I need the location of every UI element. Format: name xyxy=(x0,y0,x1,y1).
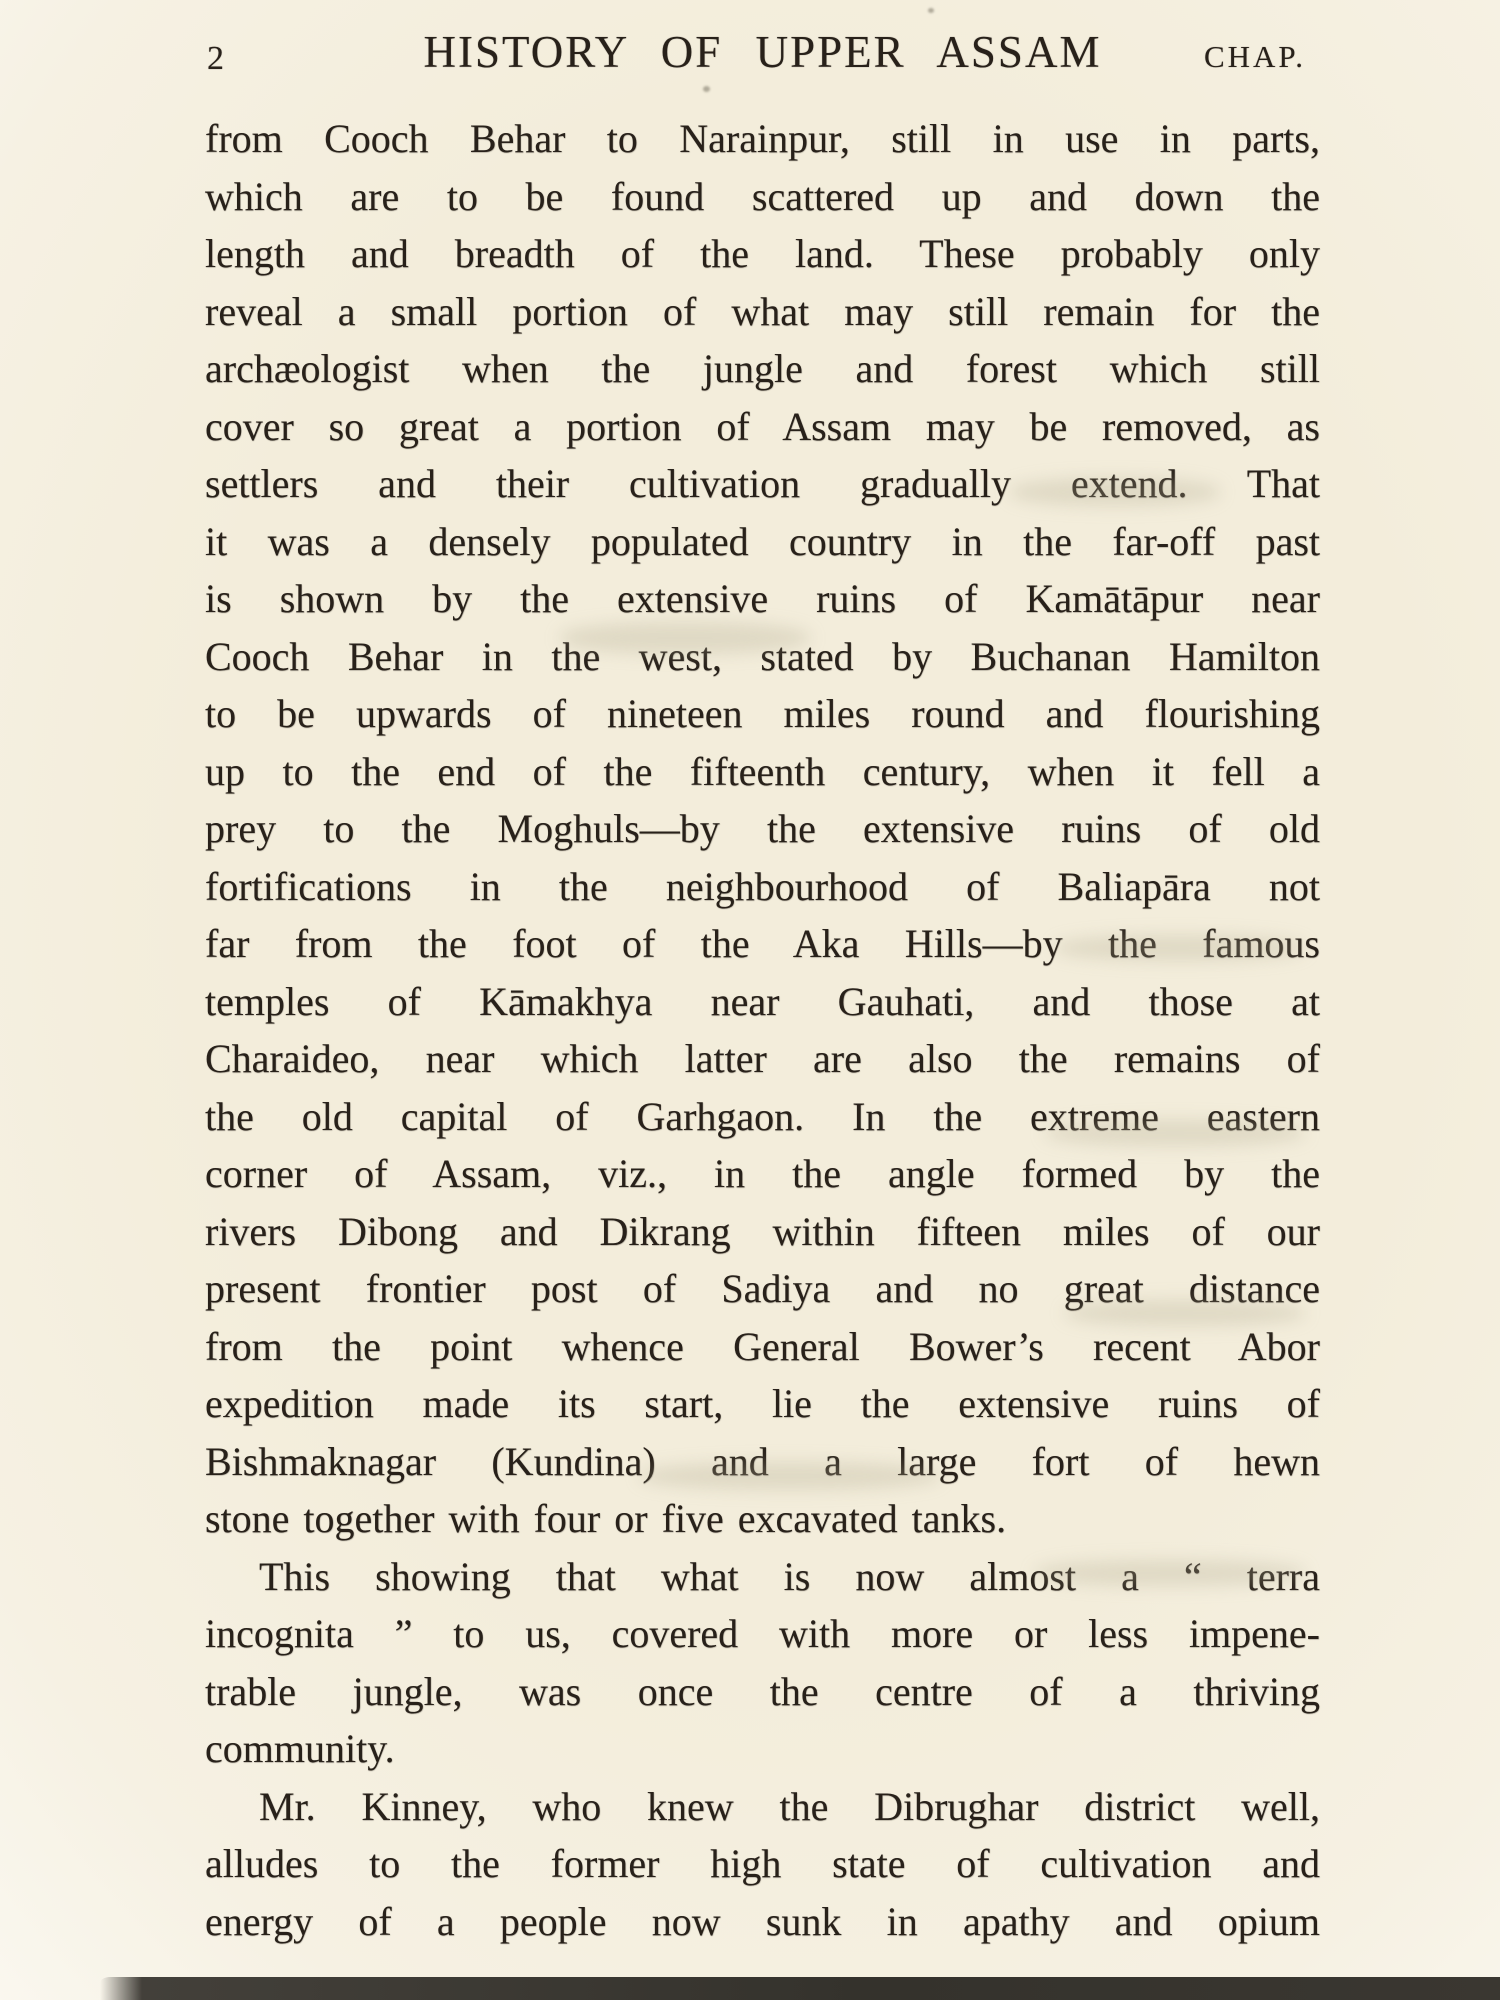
page-header xyxy=(205,26,1320,90)
text-line: Cooch Behar in the west, stated by Buchanan Hamilton xyxy=(205,633,1320,679)
text-line: length and breadth of the land. These probably only xyxy=(205,231,1320,276)
text-line: settlers and their cultivation gradually extend. That xyxy=(205,461,1320,506)
text-line: prey to the Moghuls—by the extensive ruins of old xyxy=(205,806,1320,851)
text-line: incognita ” to us, covered with more or less impene- xyxy=(205,1611,1320,1656)
text-line: expedition made its start, lie the extensive ruins of xyxy=(205,1381,1320,1426)
text-line: This showing that what is now almost a “ terra xyxy=(259,1553,1320,1599)
text-line: which are to be found scattered up and down the xyxy=(205,173,1320,219)
text-line: Charaideo, near which latter are also the remains of xyxy=(205,1036,1320,1081)
text-line: fortifications in the neighbourhood of Baliapāra not xyxy=(205,863,1320,909)
chapter-label: CHAP. xyxy=(1203,39,1306,74)
text-line: Mr. Kinney, who knew the Dibrughar district well, xyxy=(259,1783,1320,1829)
text-line: Bishmaknagar (Kundina) and a large fort of hewn xyxy=(205,1438,1320,1484)
text-line: corner of Assam, viz., in the angle formed by the xyxy=(205,1151,1320,1196)
text-line: present frontier post of Sadiya and no great distance xyxy=(205,1266,1320,1311)
text-line: far from the foot of the Aka Hills—by the famous xyxy=(205,921,1320,966)
text-line: cover so great a portion of Assam may be removed, as xyxy=(205,403,1320,449)
text-line: up to the end of the fifteenth century, when it fell a xyxy=(205,748,1320,794)
text-line: rivers Dibong and Dikrang within fifteen miles of our xyxy=(205,1208,1320,1254)
running-title: HISTORY OF UPPER ASSAM xyxy=(423,27,1102,77)
text-line: from Cooch Behar to Narainpur, still in use in parts, xyxy=(205,116,1320,161)
text-line: it was a densely populated country in the far-off past xyxy=(205,518,1320,564)
text-line: energy of a people now sunk in apathy and opium xyxy=(205,1898,1320,1944)
text-line: stone together with four or five excavated tanks. xyxy=(205,1496,1007,1541)
text-line: archæologist when the jungle and forest which still xyxy=(205,346,1320,391)
text-line: to be upwards of nineteen miles round and flourishing xyxy=(205,691,1320,736)
text-line: trable jungle, was once the centre of a thriving xyxy=(205,1668,1320,1714)
body-text xyxy=(205,110,1320,1950)
page-number: 2 xyxy=(207,40,225,77)
scan-speck xyxy=(928,8,934,13)
text-line: the old capital of Garhgaon. In the extreme eastern xyxy=(205,1093,1320,1139)
text-line: alludes to the former high state of cultivation and xyxy=(205,1841,1320,1886)
text-line: reveal a small portion of what may still remain for the xyxy=(205,288,1320,334)
scan-speck xyxy=(703,86,710,92)
text-line: is shown by the extensive ruins of Kamātāpur near xyxy=(205,576,1320,621)
scan-edge-shadow xyxy=(100,1977,1500,2000)
text-line: from the point whence General Bower’s recent Abor xyxy=(205,1323,1320,1369)
text-line: community. xyxy=(205,1726,395,1771)
text-line: temples of Kāmakhya near Gauhati, and those at xyxy=(205,978,1320,1024)
